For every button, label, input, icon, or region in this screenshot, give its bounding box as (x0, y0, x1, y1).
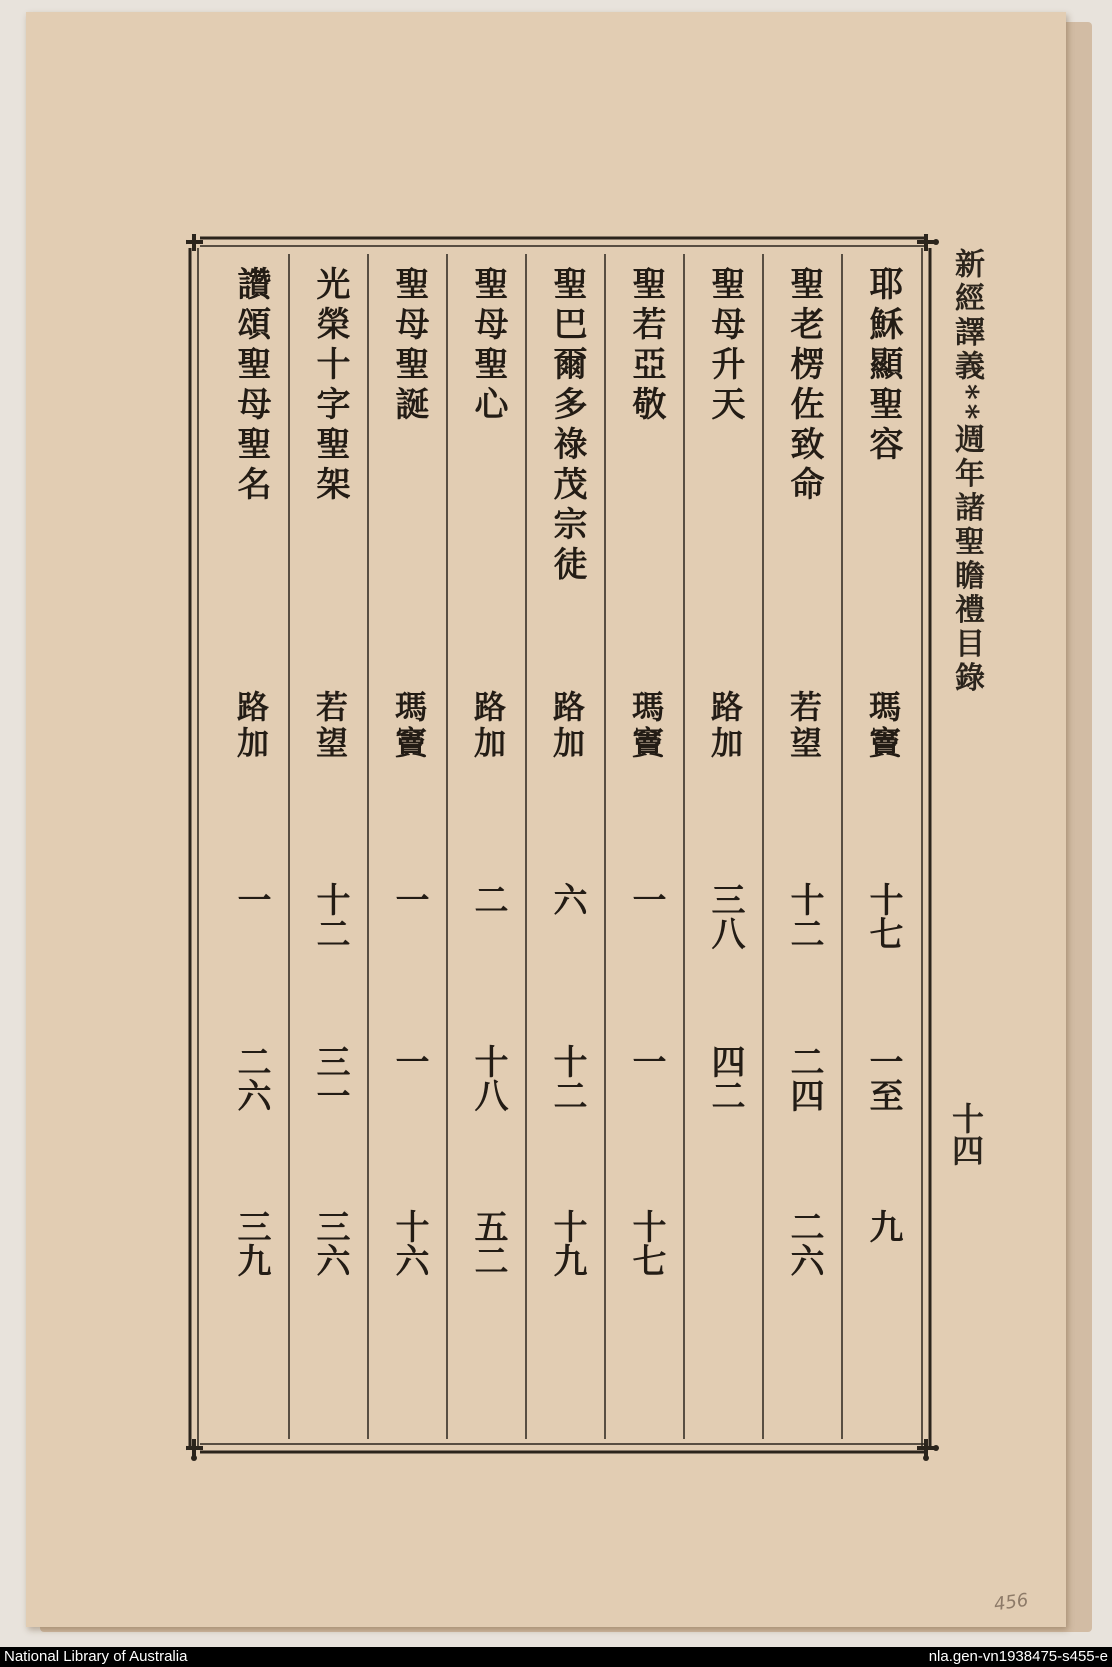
entry-column (532, 254, 602, 1434)
verse-start: 四二 (705, 1044, 745, 1112)
gospel-book: 瑪竇 (864, 690, 902, 762)
footer-bar (0, 1647, 1112, 1667)
verse-end: 十六 (389, 1209, 429, 1277)
verse-end: 十七 (626, 1209, 666, 1277)
entry-column (611, 254, 681, 1434)
feast-title: 聖母聖心 (468, 266, 508, 426)
chapter-number: 六 (547, 882, 587, 916)
chapter-number: 二 (468, 882, 508, 916)
running-header: 新經譯義**週年諸聖瞻禮目錄 (949, 248, 984, 696)
feast-title: 聖老楞佐致命 (784, 266, 824, 506)
chapter-number: 一 (389, 882, 429, 916)
gospel-book: 若望 (311, 690, 349, 762)
footer-source: National Library of Australia (4, 1648, 188, 1665)
verse-start: 一至 (863, 1044, 903, 1112)
entry-column (374, 254, 444, 1434)
entry-column (769, 254, 839, 1434)
page-number: 十四 (947, 1102, 985, 1166)
entry-column (848, 254, 918, 1434)
verse-end: 三六 (310, 1209, 350, 1277)
feast-title: 聖母聖誕 (389, 266, 429, 426)
entry-column (295, 254, 365, 1434)
verse-start: 十八 (468, 1044, 508, 1112)
footer-identifier: nla.gen-vn1938475-s455-e (928, 1648, 1108, 1665)
verse-end: 三九 (231, 1209, 271, 1277)
verse-start: 三一 (310, 1044, 350, 1112)
document-page (26, 12, 1066, 1627)
verse-end: 二六 (784, 1209, 824, 1277)
verse-start: 二六 (231, 1044, 271, 1112)
gospel-book: 路加 (706, 690, 744, 762)
verse-start: 一 (626, 1044, 666, 1078)
chapter-number: 十七 (863, 882, 903, 950)
feast-title: 光榮十字聖架 (310, 266, 350, 506)
chapter-number: 十二 (310, 882, 350, 950)
verse-end: 十九 (547, 1209, 587, 1277)
chapter-number: 一 (231, 882, 271, 916)
gospel-book: 瑪竇 (390, 690, 428, 762)
pencil-annotation: 456 (992, 1589, 1030, 1616)
feast-title: 聖巴爾多祿茂宗徒 (547, 266, 587, 586)
verse-start: 二四 (784, 1044, 824, 1112)
chapter-number: 一 (626, 882, 666, 916)
entry-column (453, 254, 523, 1434)
verse-start: 一 (389, 1044, 429, 1078)
gospel-book: 瑪竇 (627, 690, 665, 762)
verse-end: 九 (863, 1209, 903, 1243)
chapter-number: 十二 (784, 882, 824, 950)
gospel-book: 路加 (548, 690, 586, 762)
feast-title: 讚頌聖母聖名 (231, 266, 271, 506)
entry-column (216, 254, 286, 1434)
gospel-book: 路加 (232, 690, 270, 762)
table-frame (186, 234, 942, 1466)
gospel-book: 路加 (469, 690, 507, 762)
feast-title: 聖母升天 (705, 266, 745, 426)
gospel-book: 若望 (785, 690, 823, 762)
verse-start: 十二 (547, 1044, 587, 1112)
feast-title: 聖若亞敬 (626, 266, 666, 426)
entry-column (690, 254, 760, 1434)
verse-end: 五二 (468, 1209, 508, 1277)
feast-title: 耶穌顯聖容 (863, 266, 903, 466)
chapter-number: 三八 (705, 882, 745, 950)
